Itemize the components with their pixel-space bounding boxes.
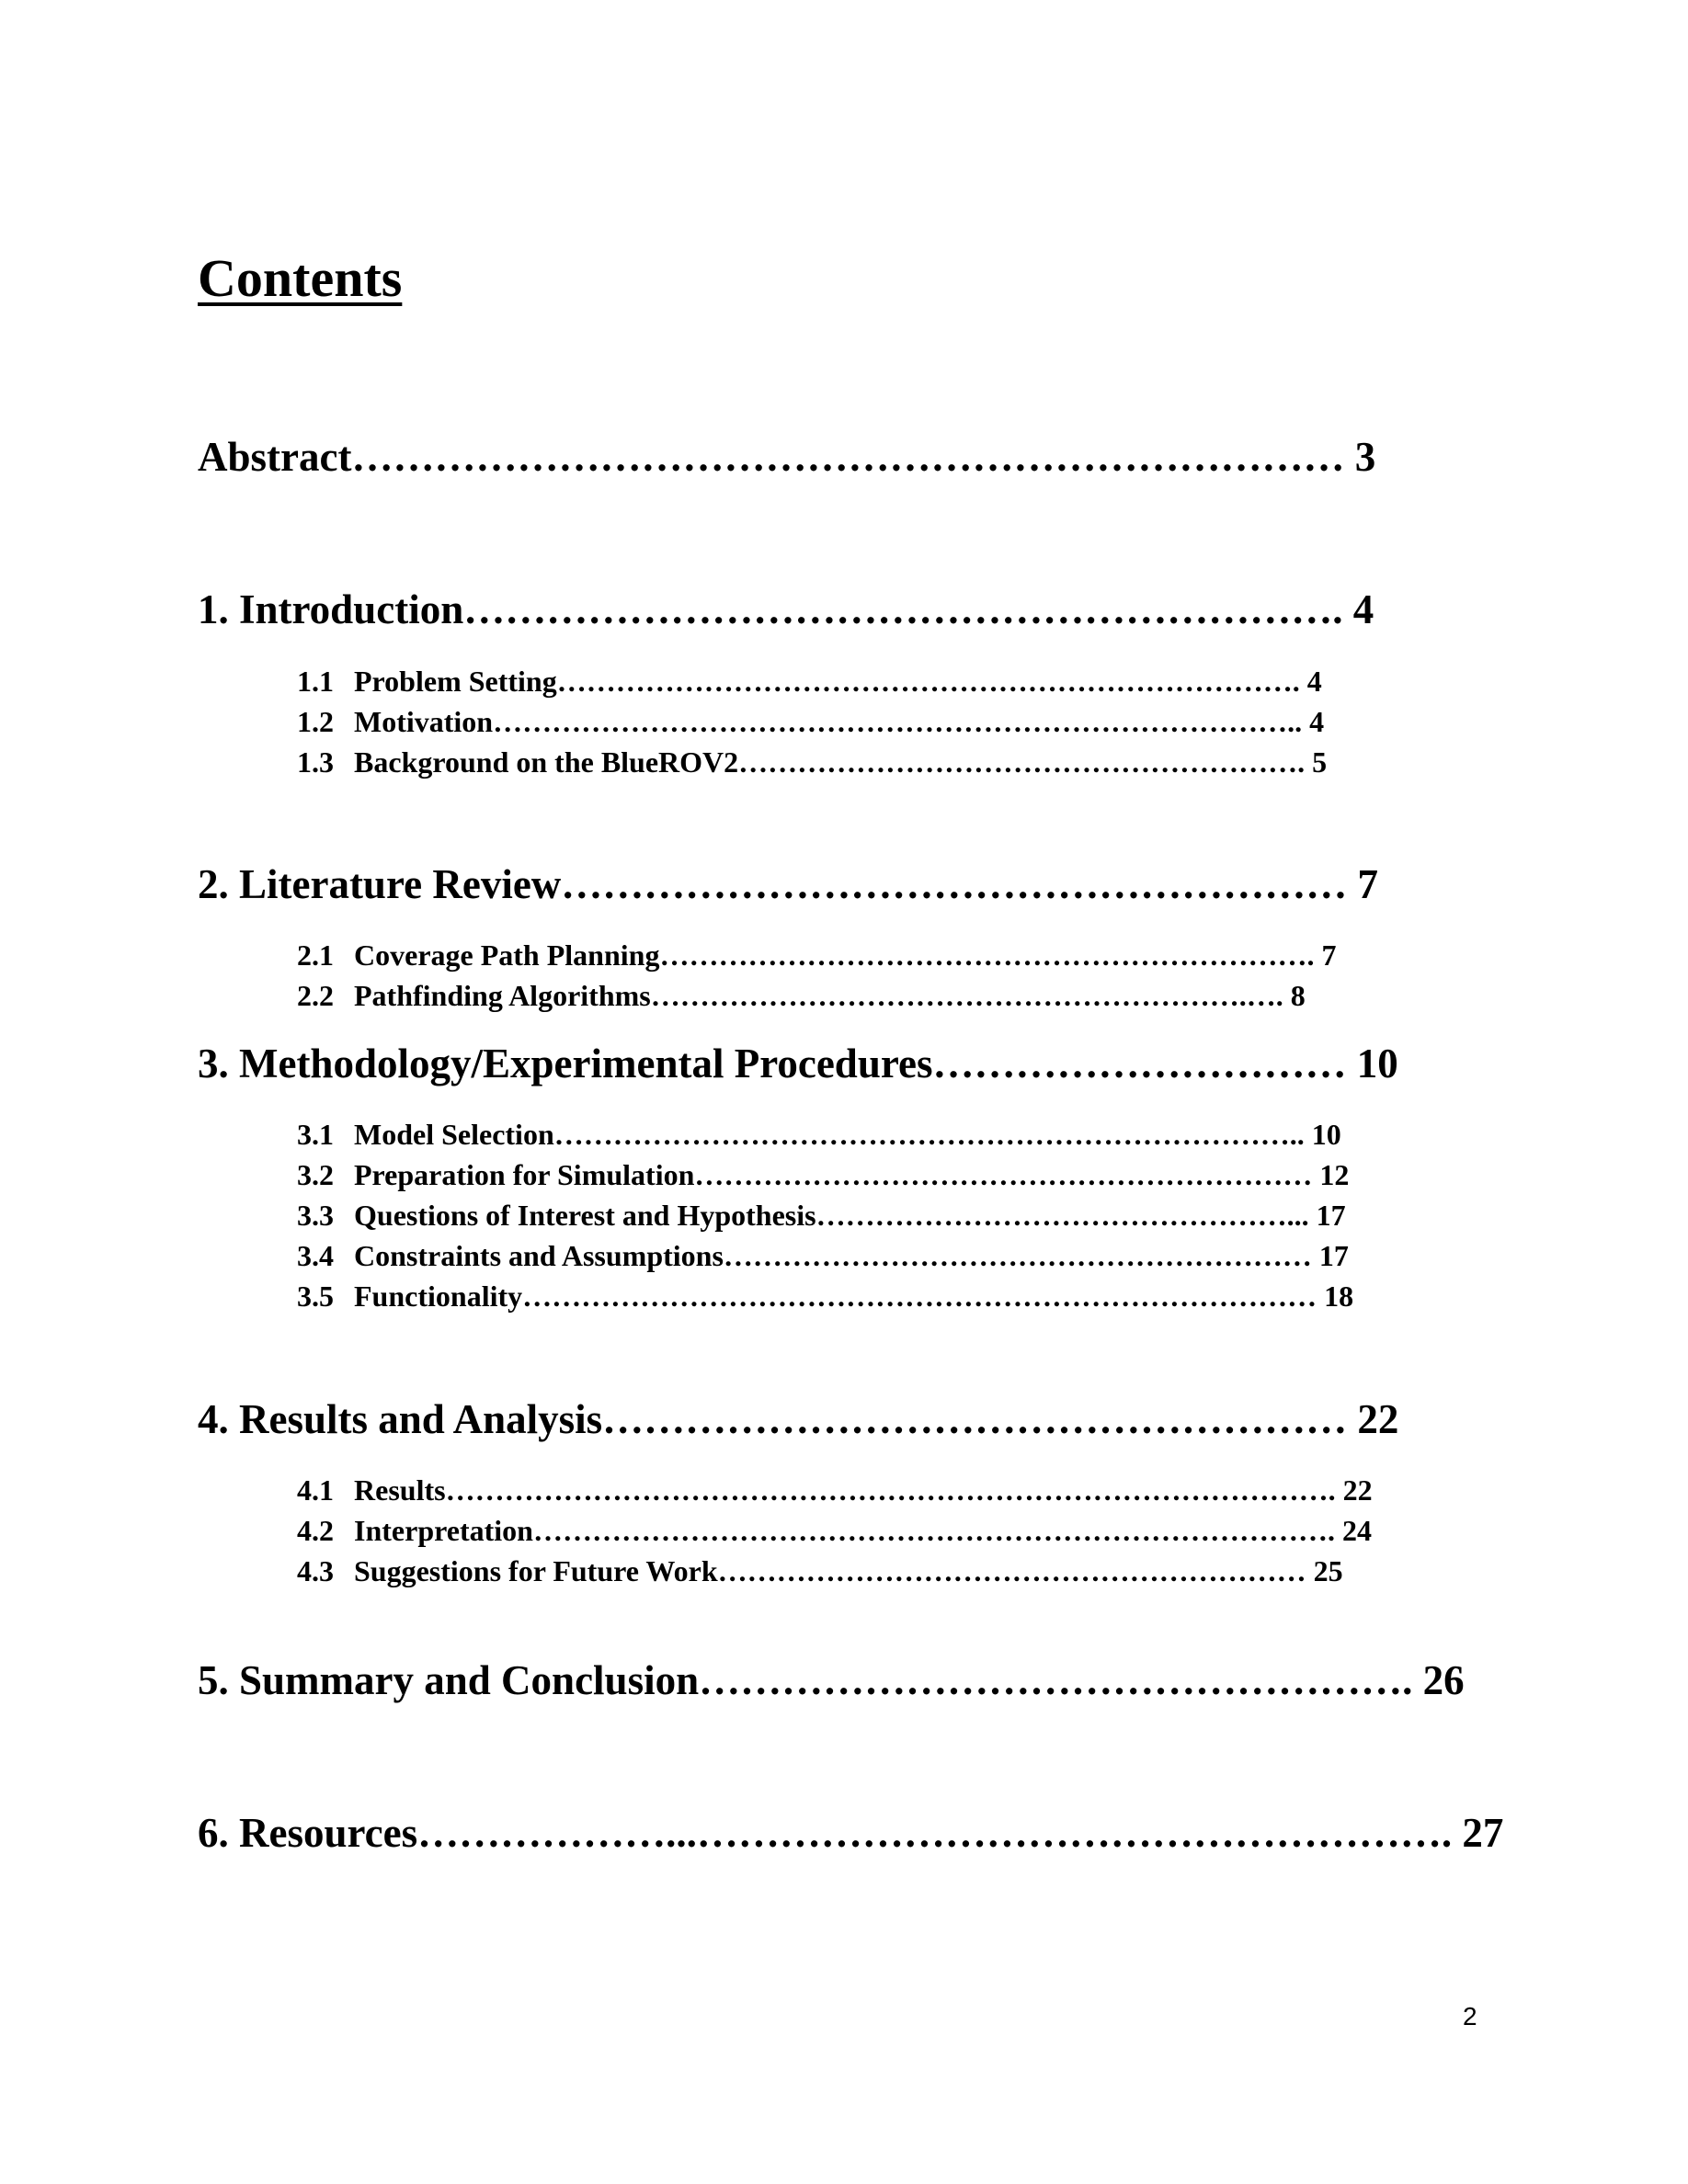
section-title: Functionality……………………………………………………………………… 18 xyxy=(354,1280,1354,1313)
section-title: Model Selection………………………………………………………………….. 10 xyxy=(354,1118,1341,1151)
section-number: 2.2 xyxy=(297,979,334,1012)
page-title: Contents xyxy=(198,248,403,308)
section-title: Questions of Interest and Hypothesis…………………………………………... 17 xyxy=(354,1199,1346,1232)
section-number: 4.3 xyxy=(297,1554,334,1587)
section-title: Suggestions for Future Work…………………………………………………… 25 xyxy=(354,1554,1343,1587)
section-number: 2.1 xyxy=(297,938,334,972)
section-title: Background on the BlueROV2…………………………………………………. 5 xyxy=(354,745,1328,779)
toc-entry-resources: 6. Resources………………...………………………………………………. 27 xyxy=(198,1810,1504,1856)
section-number: 3.3 xyxy=(297,1199,334,1232)
toc-entry-abstract: Abstract……………………………………………………………… 3 xyxy=(198,434,1376,480)
section-title: Coverage Path Planning…………………………………………………………. 7 xyxy=(354,938,1337,972)
section-title: Constraints and Assumptions…………………………………………………… 17 xyxy=(354,1239,1349,1272)
toc-subentry-1-1 xyxy=(297,666,1322,696)
toc-subentry-3-3 xyxy=(297,1200,1346,1230)
toc-entry-introduction: 1. Introduction………………………………………………………. 4 xyxy=(198,586,1374,632)
section-number: 1.2 xyxy=(297,705,334,738)
section-title: Preparation for Simulation……………………………………………………… 12 xyxy=(354,1158,1350,1191)
toc-subentry-4-2 xyxy=(297,1516,1372,1545)
toc-subentry-3-1 xyxy=(297,1120,1341,1149)
toc-subentry-1-2 xyxy=(297,707,1324,736)
toc-subentry-1-3 xyxy=(297,747,1327,777)
page-number: 2 xyxy=(1463,2002,1477,2030)
section-title: Problem Setting…………………………………………………………………. 4 xyxy=(354,665,1322,698)
section-title: Results………………………………………………………………………………. 22 xyxy=(354,1473,1373,1507)
toc-subentry-3-4 xyxy=(297,1241,1349,1270)
toc-subentry-3-5 xyxy=(297,1281,1353,1311)
toc-entry-literature-review: 2. Literature Review………………………………………………… 7 xyxy=(198,861,1379,907)
section-number: 3.4 xyxy=(297,1239,334,1272)
toc-subentry-4-3 xyxy=(297,1556,1343,1586)
toc-entry-summary-conclusion: 5. Summary and Conclusion……………………………………………. 26 xyxy=(198,1657,1465,1703)
section-number: 4.1 xyxy=(297,1473,334,1507)
section-number: 1.1 xyxy=(297,665,334,698)
section-number: 3.5 xyxy=(297,1280,334,1313)
section-number: 4.2 xyxy=(297,1514,334,1547)
toc-subentry-3-2 xyxy=(297,1160,1349,1189)
toc-entry-methodology: 3. Methodology/Experimental Procedures………………………… 10 xyxy=(198,1041,1398,1086)
toc-subentry-4-1 xyxy=(297,1475,1373,1505)
section-number: 3.1 xyxy=(297,1118,334,1151)
section-number: 3.2 xyxy=(297,1158,334,1191)
section-title: Interpretation………………………………………………………………………. 24 xyxy=(354,1514,1372,1547)
toc-subentry-2-2 xyxy=(297,981,1306,1010)
section-title: Pathfinding Algorithms…………………………………………………….…. 8 xyxy=(354,979,1306,1012)
toc-entry-results-analysis: 4. Results and Analysis……………………………………………… 22 xyxy=(198,1396,1399,1442)
section-title: Motivation……………………………………………………………………….. 4 xyxy=(354,705,1325,738)
toc-subentry-2-1 xyxy=(297,940,1336,970)
section-number: 1.3 xyxy=(297,745,334,779)
